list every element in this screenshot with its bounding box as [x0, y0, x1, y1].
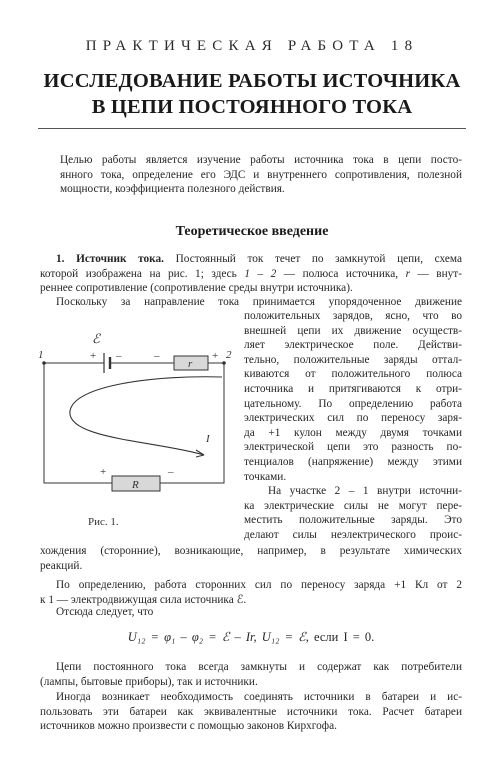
- paragraph-text: Постоянный ток течет по замкнутой цепи, схема: [164, 253, 462, 265]
- paragraph-text: — внут-: [409, 267, 463, 280]
- resistance-symbol: r: [405, 267, 410, 280]
- paragraph-line: да +1 кулон между двумя точками: [244, 426, 462, 439]
- intro-line: янного тока, определение его ЭДС и внутреннего сопротивления, полезной: [60, 168, 462, 181]
- paragraph-line: цательному. По определению работа: [244, 397, 462, 410]
- node-1-dot: [42, 361, 46, 365]
- paragraph-current-source: [40, 252, 462, 296]
- minus-sign-bottom: –: [168, 466, 174, 478]
- formula-condition: если I = 0.: [314, 630, 375, 644]
- current-flow-curve: [70, 377, 222, 455]
- title-line-2: В ЦЕПИ ПОСТОЯННОГО ТОКА: [91, 96, 413, 118]
- pole-label: 1 – 2: [244, 267, 277, 280]
- paragraph-line: делают силы неэлектрического проис-: [244, 528, 462, 541]
- circuit-wire: [44, 363, 224, 483]
- paragraph-line: к 1 — электродвижущая сила источника ℰ.: [40, 593, 247, 606]
- minus-sign-mid: –: [154, 350, 160, 362]
- intro-paragraph: [60, 153, 462, 197]
- paragraph-line: Отсюда следует, что: [56, 606, 154, 618]
- paragraph-line: Поскольку за направление тока принимается упорядоченное движение: [56, 296, 462, 308]
- plus-sign-left: +: [90, 350, 97, 362]
- paragraph-line: тенциалов (напряжение) между этими: [244, 455, 462, 468]
- page-title: [40, 68, 464, 120]
- figure-caption: Рис. 1.: [88, 516, 119, 528]
- paragraph-therefore: [40, 605, 462, 620]
- paragraph-line: ка электрические силы не могут пере-: [244, 499, 462, 512]
- paragraph-line: тельно, положительные заряды оттал-: [244, 353, 462, 366]
- paragraph-emf-definition: [40, 578, 462, 607]
- paragraph-line: местить положительные заряды. Это: [244, 514, 462, 527]
- paragraph-line: реннее сопротивление (сопротивление среды внутри источника).: [40, 282, 353, 295]
- paragraph-line: пользовать эти батареи как эквивалентные источники тока. Расчет батареи: [40, 705, 462, 718]
- plus-sign-right: +: [212, 350, 219, 362]
- plus-sign-bottom: +: [100, 466, 107, 478]
- paragraph-text: — полюса источника,: [276, 267, 406, 280]
- title-line-1: ИССЛЕДОВАНИЕ РАБОТЫ ИСТОЧНИКА: [43, 70, 461, 92]
- paragraph-line: (лампы, бытовые приборы), так и источники.: [40, 675, 258, 688]
- current-label: I: [206, 433, 210, 445]
- paragraph-line: реакций.: [40, 559, 83, 572]
- node-2-dot: [222, 361, 226, 365]
- paragraph-line: По определению, работа сторонних сил по переносу заряда +1 Кл от 2: [56, 579, 462, 591]
- paragraph-line: [40, 267, 462, 282]
- paragraph-line: Иногда возникает необходимость соединять источники в батареи и ис-: [56, 691, 462, 703]
- paragraph-line: источников можно произвести с помощью законов Кирхгофа.: [40, 720, 337, 733]
- paragraph-text: которой изображена на рис. 1; здесь: [40, 267, 245, 280]
- paragraph-lead: 1. Источник тока.: [56, 253, 164, 265]
- paragraph-third-party-forces: [40, 544, 462, 573]
- paragraph-line: На участке 2 – 1 внутри источни-: [268, 485, 462, 498]
- paragraph-line: электрической цепи это разность по-: [244, 441, 462, 454]
- paragraph-line: положительных зарядов, ясно, что во: [244, 310, 462, 322]
- node-2-label: 2: [226, 349, 232, 361]
- paragraph-wrapped-text: [244, 309, 462, 543]
- paragraph-line: Цепи постоянного тока всегда замкнуты и содержат как потребители: [56, 661, 462, 673]
- running-head: ПРАКТИЧЕСКАЯ РАБОТА 18: [85, 38, 419, 54]
- external-resistor-label: R: [132, 479, 139, 491]
- paragraph-line: ляет электрическое поле. Действи-: [244, 339, 462, 352]
- paragraph-direction-first-line: [40, 295, 462, 310]
- internal-resistor-label: r: [188, 358, 193, 370]
- section-title: Теоретическое введение: [175, 224, 329, 239]
- paragraph-line: электрических сил по переносу заря-: [244, 412, 462, 425]
- emf-symbol: ℰ: [92, 331, 100, 346]
- paragraph-line: источника и притягиваются к отри-: [244, 382, 462, 395]
- formula-main: U₁₂ = φ₁ – φ₂ = ℰ – Ir, U₁₂ = ℰ,: [127, 630, 309, 644]
- intro-line: Целью работы является изучение работы источника тока в цепи посто-: [60, 154, 462, 166]
- title-divider: [38, 128, 466, 129]
- node-1-label: 1: [38, 349, 44, 361]
- paragraph-closed-circuits: [40, 660, 462, 689]
- minus-sign-left: –: [116, 350, 122, 362]
- paragraph-line: точками.: [244, 470, 287, 483]
- circuit-diagram: [36, 323, 236, 513]
- paragraph-line: внешней цепи их движение осуществ-: [244, 324, 462, 337]
- paragraph-batteries: [40, 690, 462, 734]
- voltage-formula: [40, 629, 462, 645]
- paragraph-line: киваются от положительного полюса: [244, 368, 462, 381]
- paragraph-line: [40, 252, 462, 267]
- intro-line: мощности, коэффициента полезного действия.: [60, 183, 285, 196]
- paragraph-line: хождения (сторонние), возникающие, например, в результате химических: [40, 545, 462, 557]
